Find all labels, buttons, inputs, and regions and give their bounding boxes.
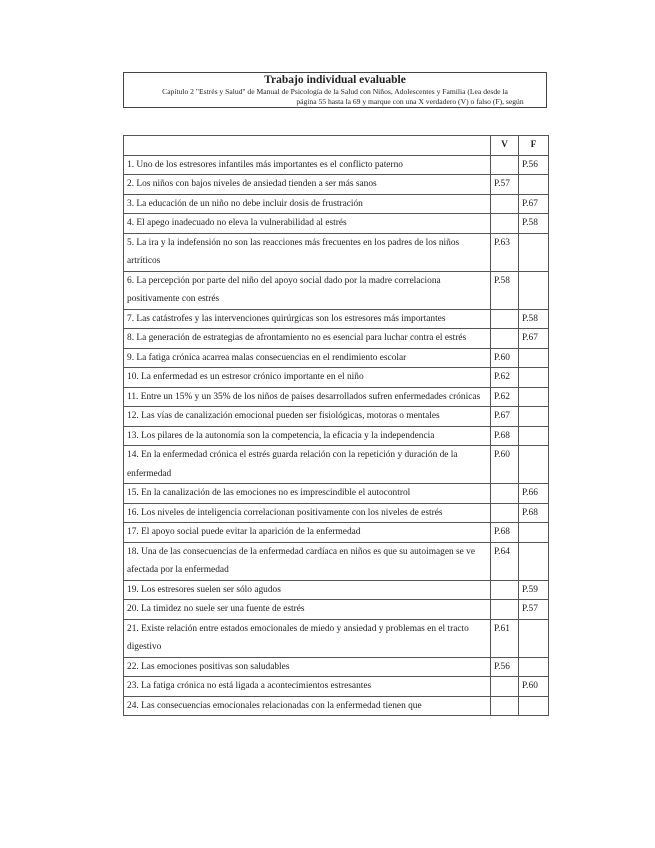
true-answer-cell[interactable] [491,309,519,329]
question-column-header [124,136,491,156]
table-row [124,407,549,427]
table-row [124,696,549,716]
true-answer-cell[interactable]: P.63 [491,233,519,271]
table-row [124,600,549,620]
table-row [124,309,549,329]
false-answer-cell[interactable] [519,407,549,427]
question-text: 18. Una de las consecuencias de la enfermedad cardíaca en niños es que su autoimagen se ve afectada por la enfermedad [124,542,491,580]
false-answer-cell[interactable]: P.59 [519,580,549,600]
question-text: 13. Los pilares de la autonomía son la competencia, la eficacia y la independencia [124,426,491,446]
table-row [124,426,549,446]
table-row [124,657,549,677]
true-answer-cell[interactable]: P.60 [491,348,519,368]
question-text: 9. La fatiga crónica acarrea malas consecuencias en el rendimiento escolar [124,348,491,368]
table-row [124,484,549,504]
question-text: 1. Uno de los estresores infantiles más importantes es el conflicto paterno [124,155,491,175]
question-text: 12. Las vías de canalización emocional pueden ser fisiológicas, motoras o mentales [124,407,491,427]
false-answer-cell[interactable] [519,387,549,407]
question-text: 21. Existe relación entre estados emocionales de miedo y ansiedad y problemas en el tracto digestivo [124,619,491,657]
true-answer-cell[interactable]: P.57 [491,175,519,195]
false-answer-cell[interactable]: P.58 [519,214,549,234]
false-answer-cell[interactable]: P.58 [519,309,549,329]
true-false-table [123,135,549,716]
false-answer-cell[interactable] [519,446,549,484]
true-answer-cell[interactable] [491,194,519,214]
question-text: 14. En la enfermedad crónica el estrés guarda relación con la repetición y duración de la enfermedad [124,446,491,484]
false-answer-cell[interactable]: P.68 [519,503,549,523]
false-answer-cell[interactable] [519,523,549,543]
table-row [124,677,549,697]
question-text: 20. La timidez no suele ser una fuente de estrés [124,600,491,620]
true-answer-cell[interactable]: P.67 [491,407,519,427]
true-answer-cell[interactable] [491,214,519,234]
table-row [124,368,549,388]
true-answer-cell[interactable]: P.68 [491,426,519,446]
question-text: 22. Las emociones positivas son saludables [124,657,491,677]
table-row [124,503,549,523]
question-text: 16. Los niveles de inteligencia correlacionan positivamente con los niveles de estrés [124,503,491,523]
true-answer-cell[interactable]: P.62 [491,387,519,407]
table-row [124,580,549,600]
false-answer-cell[interactable] [519,175,549,195]
question-text: 11. Entre un 15% y un 35% de los niños de países desarrollados sufren enfermedades crónicas [124,387,491,407]
table-header-row [124,136,549,156]
false-answer-cell[interactable]: P.67 [519,329,549,349]
true-column-header: V [491,136,519,156]
question-text: 17. El apoyo social puede evitar la aparición de la enfermedad [124,523,491,543]
false-answer-cell[interactable] [519,696,549,716]
question-text: 10. La enfermedad es un estresor crónico importante en el niño [124,368,491,388]
false-answer-cell[interactable] [519,271,549,309]
false-answer-cell[interactable]: P.67 [519,194,549,214]
true-answer-cell[interactable]: P.68 [491,523,519,543]
instructions-line-2: página 55 hasta la 69 y marque con una X verdadero (V) o falso (F), según [296,97,524,106]
true-answer-cell[interactable] [491,329,519,349]
true-answer-cell[interactable]: P.58 [491,271,519,309]
question-text: 19. Los estresores suelen ser sólo agudos [124,580,491,600]
question-text: 24. Las consecuencias emocionales relacionadas con la enfermedad tienen que [124,696,491,716]
question-text: 7. Las catástrofes y las intervenciones quirúrgicas son los estresores más importantes [124,309,491,329]
true-answer-cell[interactable] [491,677,519,697]
question-text: 5. La ira y la indefensión no son las reacciones más frecuentes en los padres de los niños artríticos [124,233,491,271]
true-answer-cell[interactable] [491,155,519,175]
question-text: 2. Los niños con bajos niveles de ansiedad tienden a ser más sanos [124,175,491,195]
false-answer-cell[interactable]: P.66 [519,484,549,504]
question-text: 4. El apego inadecuado no eleva la vulnerabilidad al estrés [124,214,491,234]
false-answer-cell[interactable] [519,657,549,677]
true-answer-cell[interactable]: P.64 [491,542,519,580]
assignment-instructions [124,87,546,107]
question-text: 15. En la canalización de las emociones no es imprescindible el autocontrol [124,484,491,504]
table-row [124,542,549,580]
true-answer-cell[interactable]: P.61 [491,619,519,657]
false-answer-cell[interactable]: P.57 [519,600,549,620]
instructions-line-1: Capítulo 2 "Estrés y Salud" de Manual de Psicología de la Salud con Niños, Adolescentes y Familia (Lea desde la [162,87,508,96]
question-text: 6. La percepción por parte del niño del apoyo social dado por la madre correlaciona positivamente con estrés [124,271,491,309]
table-row [124,446,549,484]
true-answer-cell[interactable] [491,600,519,620]
false-answer-cell[interactable]: P.56 [519,155,549,175]
table-row [124,233,549,271]
false-answer-cell[interactable] [519,233,549,271]
assignment-header [123,72,547,108]
table-row [124,387,549,407]
true-answer-cell[interactable] [491,484,519,504]
false-answer-cell[interactable] [519,619,549,657]
false-answer-cell[interactable]: P.60 [519,677,549,697]
true-answer-cell[interactable]: P.60 [491,446,519,484]
true-answer-cell[interactable] [491,503,519,523]
question-text: 3. La educación de un niño no debe incluir dosis de frustración [124,194,491,214]
question-text: 23. La fatiga crónica no está ligada a acontecimientos estresantes [124,677,491,697]
false-column-header: F [519,136,549,156]
false-answer-cell[interactable] [519,368,549,388]
assignment-title: Trabajo individual evaluable [264,74,406,86]
true-answer-cell[interactable] [491,696,519,716]
table-row [124,523,549,543]
false-answer-cell[interactable] [519,426,549,446]
table-row [124,194,549,214]
table-row [124,214,549,234]
table-row [124,329,549,349]
question-text: 8. La generación de estrategias de afrontamiento no es esencial para luchar contra el estrés [124,329,491,349]
table-row [124,271,549,309]
table-row [124,619,549,657]
table-row [124,155,549,175]
table-row [124,175,549,195]
false-answer-cell[interactable] [519,542,549,580]
true-answer-cell[interactable]: P.56 [491,657,519,677]
false-answer-cell[interactable] [519,348,549,368]
true-answer-cell[interactable] [491,580,519,600]
table-row [124,348,549,368]
true-answer-cell[interactable]: P.62 [491,368,519,388]
